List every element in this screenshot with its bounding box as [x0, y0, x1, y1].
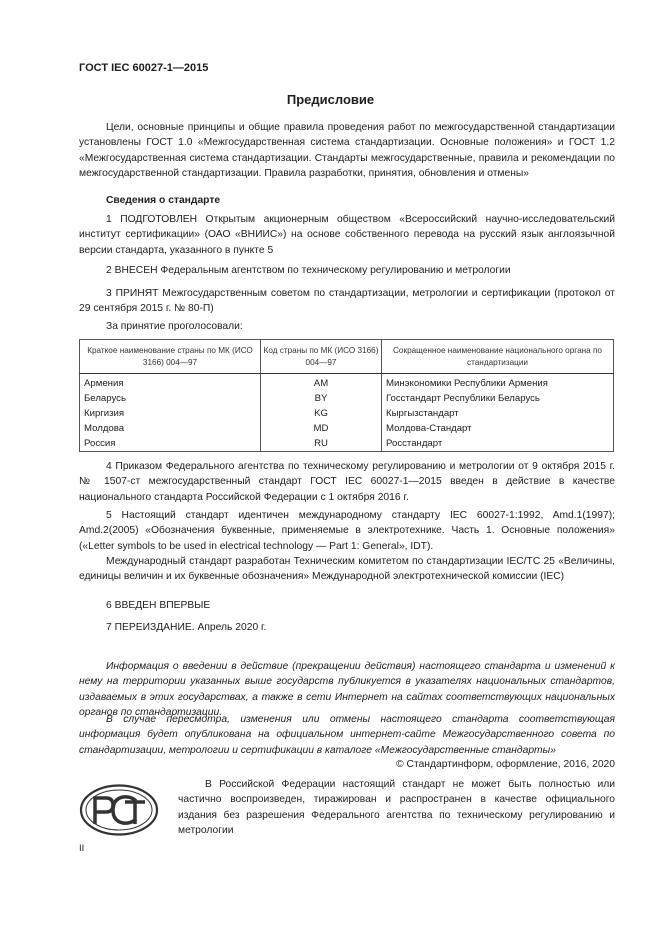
- standards-body: Росстандарт: [382, 436, 614, 452]
- page-title: Предисловие: [286, 92, 375, 107]
- table-row: [80, 374, 614, 392]
- table-row: [80, 406, 614, 421]
- item-7-paragraph: 7 ПЕРЕИЗДАНИЕ. Апрель 2020 г.: [106, 622, 267, 633]
- item-3-paragraph: 3 ПРИНЯТ Межгосударственным советом по стандартизации, метрологии и сертификации (протокол от 29 сентября 2015 г. № 80-П): [79, 288, 615, 315]
- info-paragraph-1: Информация о введении в действие (прекращении действия) настоящего стандарта и изменений к нему на территории указанных выше государств публикуется в указателях национальных стандартов, издаваемых в этих государствах, а также в сети Интернет на сайтах соответствующих национальных органов по стандартизации.: [79, 661, 615, 718]
- vote-table: [79, 339, 614, 452]
- country-code: BY: [261, 391, 382, 406]
- country-name: Молдова: [80, 421, 261, 436]
- item-2-paragraph: 2 ВНЕСЕН Федеральным агентством по техническому регулированию и метрологии: [106, 265, 511, 276]
- country-code: KG: [261, 406, 382, 421]
- table-row: [80, 391, 614, 406]
- rf-reproduction-notice: В Российской Федерации настоящий стандарт не может быть полностью или частично воспроизведен, тиражирован и распространен в качестве официального издания без разрешения Федерального агентства по техническому регулированию и метрологии: [178, 779, 615, 836]
- item-4-paragraph: 4 Приказом Федерального агентства по техническому регулированию и метрологии от 9 октября 2015 г. № 1507-ст межгосударственный стандарт ГОСТ IEC 60027-1—2015 введен в действие в качестве национального стандарта Российской Федерации с 1 октября 2016 г.: [79, 461, 615, 503]
- country-name: Россия: [80, 436, 261, 452]
- item-6-paragraph: 6 ВВЕДЕН ВПЕРВЫЕ: [106, 600, 211, 611]
- item-1-paragraph: 1 ПОДГОТОВЛЕН Открытым акционерным обществом «Всероссийский научно-исследовательский институт сертификации» (ОАО «ВНИИС») на основе собственного перевода на русский язык англоязычной версии стандарта, указанного в пункте 5: [79, 214, 615, 256]
- item-5-note-paragraph: Международный стандарт разработан Техническим комитетом по стандартизации IEC/TC 25 «Величины, единицы величин и их буквенные обозначения» Международной электротехнической комиссии (IEC): [79, 556, 615, 583]
- copyright-notice: © Стандартинформ, оформление, 2016, 2020: [396, 759, 615, 770]
- vote-table-header-body: Сокращенное наименование национального органа по стандартизации: [382, 340, 614, 374]
- country-code: AM: [261, 374, 382, 392]
- intro-paragraph: Цели, основные принципы и общие правила проведения работ по межгосударственной стандартизации установлены ГОСТ 1.0 «Межгосударственная система стандартизации. Основные положения» и ГОСТ 1.2 «Межгосударственная система стандартизации. Стандарты межгосударственные, правила и рекомендации по межгосударственной стандартизации. Правила разработки, принятия, обновления и отмены»: [79, 122, 615, 179]
- item-5-paragraph: 5 Настоящий стандарт идентичен международному стандарту IEC 60027-1:1992, Amd.1(1997); Amd.2(2005) «Обозначения буквенные, применяемые в электротехнике. Часть 1. Основные положения» («Letter symbols to be used in electrical technology — Part 1: General», IDT).: [79, 510, 615, 552]
- vote-table-header-code: Код страны по МК (ИСО 3166) 004—97: [261, 340, 382, 374]
- country-code: RU: [261, 436, 382, 452]
- standards-body: Госстандарт Республики Беларусь: [382, 391, 614, 406]
- vote-table-header-row: [80, 340, 614, 374]
- vote-table-header-country: Краткое наименование страны по МК (ИСО 3166) 004—97: [80, 340, 261, 374]
- rst-logo-icon: [79, 784, 159, 836]
- country-name: Армения: [80, 374, 261, 392]
- info-paragraph-2: В случае пересмотра, изменения или отмены настоящего стандарта соответствующая информация будет опубликована на официальном интернет-сайте Межгосударственного совета по стандартизации, метрологии и сертификации в каталоге «Межгосударственные стандарты»: [79, 714, 615, 756]
- country-code: MD: [261, 421, 382, 436]
- standard-code-header: ГОСТ IEC 60027-1—2015: [79, 62, 209, 74]
- vote-intro: За принятие проголосовали:: [106, 321, 243, 332]
- standards-body: Кыргызстандарт: [382, 406, 614, 421]
- country-name: Беларусь: [80, 391, 261, 406]
- standards-body: Молдова-Стандарт: [382, 421, 614, 436]
- table-row: [80, 436, 614, 452]
- table-row: [80, 421, 614, 436]
- standards-body: Минэкономики Республики Армения: [382, 374, 614, 392]
- country-name: Киргизия: [80, 406, 261, 421]
- section-heading: Сведения о стандарте: [106, 195, 221, 206]
- page-number: II: [79, 843, 85, 854]
